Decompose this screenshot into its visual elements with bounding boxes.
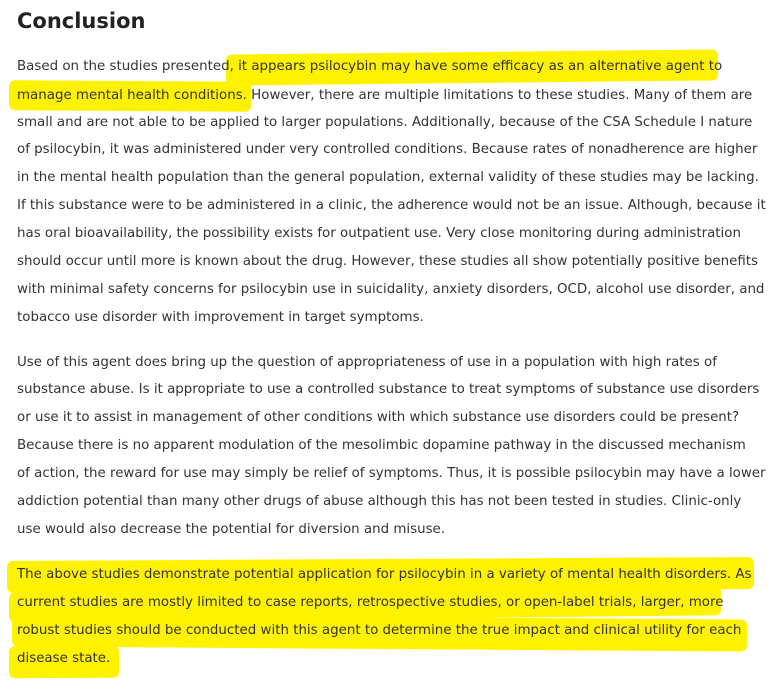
text-line: substance abuse. Is it appropriate to use a controlled substance to treat symptoms of substance use disorders xyxy=(17,382,760,397)
text-line: or use it to assist in management of other conditions with which substance use disorders could be present? xyxy=(17,410,740,425)
text-line: should occur until more is known about the drug. However, these studies all show potentially positive benefits xyxy=(17,254,758,269)
text-line: robust studies should be conducted with this agent to determine the true impact and clinical utility for each xyxy=(17,623,742,638)
section-heading: Conclusion xyxy=(17,9,146,33)
text-line: with minimal safety concerns for psilocybin use in suicidality, anxiety disorders, OCD, alcohol use disorder, and xyxy=(17,282,765,297)
text-line: manage mental health conditions. However, there are multiple limitations to these studies. Many of them are xyxy=(17,88,753,103)
text-line: of action, the reward for use may simply be relief of symptoms. Thus, it is possible psilocybin may have a lower xyxy=(17,466,766,481)
text-line: tobacco use disorder with improvement in target symptoms. xyxy=(17,310,424,325)
text-line: addiction potential than many other drugs of abuse although this has not been tested in studies. Clinic-only xyxy=(17,494,742,509)
text-line: use would also decrease the potential for diversion and misuse. xyxy=(17,522,446,537)
text-line: Based on the studies presented, it appears psilocybin may have some efficacy as an alternative agent to xyxy=(17,59,723,74)
text-line: disease state. xyxy=(17,651,111,666)
text-line: in the mental health population than the general population, external validity of these studies may be lacking. xyxy=(17,170,759,185)
text-line: If this substance were to be administered in a clinic, the adherence would not be an issue. Although, because it xyxy=(17,198,766,213)
text-line: Because there is no apparent modulation of the mesolimbic dopamine pathway in the discussed mechanism xyxy=(17,438,746,453)
text-line: of psilocybin, it was administered under very controlled conditions. Because rates of nonadherence are higher xyxy=(17,142,758,157)
text-line: The above studies demonstrate potential application for psilocybin in a variety of mental health disorders. As xyxy=(17,567,752,582)
text-line: current studies are mostly limited to case reports, retrospective studies, or open-label trials, larger, more xyxy=(17,595,724,610)
text-line: Use of this agent does bring up the question of appropriateness of use in a population with high rates of xyxy=(17,355,717,370)
text-line: small and are not able to be applied to larger populations. Additionally, because of the CSA Schedule I nature xyxy=(17,115,753,130)
text-line: has oral bioavailability, the possibility exists for outpatient use. Very close monitoring during administration xyxy=(17,226,741,241)
